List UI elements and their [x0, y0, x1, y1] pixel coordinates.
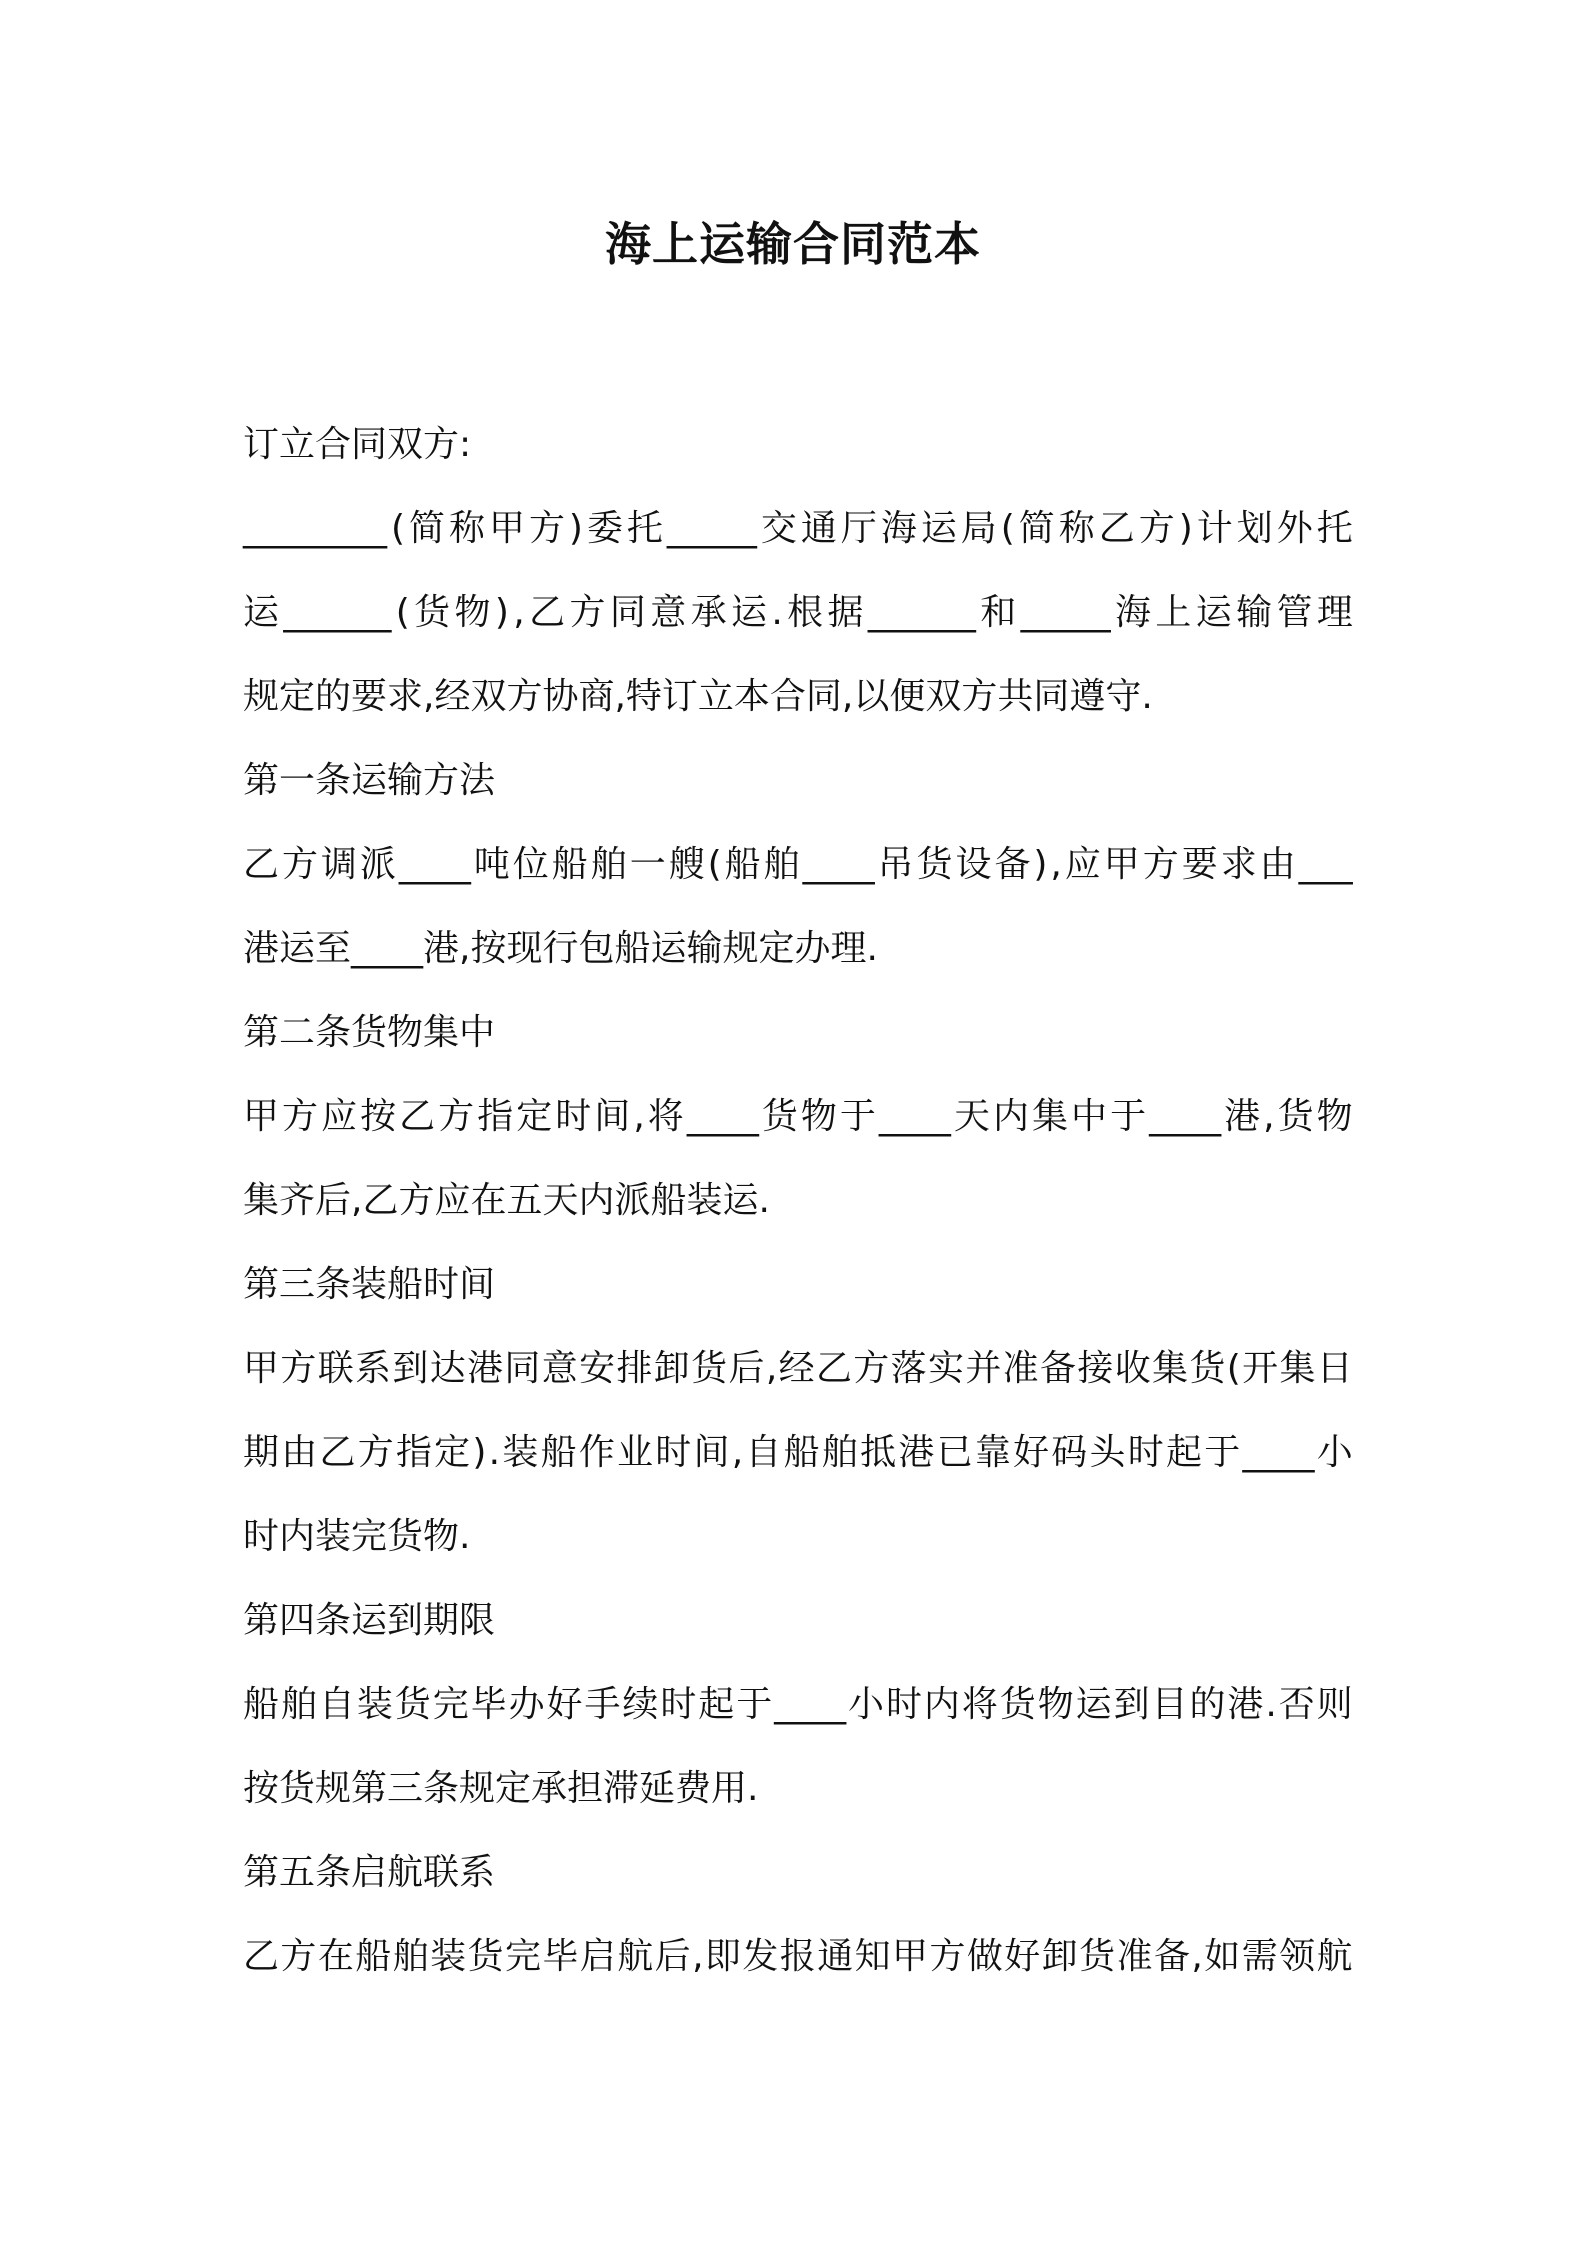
parties-heading: 订立合同双方: [243, 424, 472, 465]
body-line: 乙 方 在 船 舶 装 货 完 毕 启 航 后 , 即 发 报 通 知 甲 方 做 好 卸 货 准 备 , 如 需 领 航 [243, 1936, 1353, 1977]
body-line: 船 舶 自 装 货 完 毕 办 好 手 续 时 起 于 ____ 小 时 内 将 货 物 运 到 目 的 港 . 否 则 [243, 1684, 1353, 1725]
body-line: 按货规第三条规定承担滞延费用. [243, 1768, 759, 1809]
body-line: 时内装完货物. [243, 1516, 471, 1557]
article-heading-2: 第二条货物集中 [243, 1012, 496, 1053]
body-line: 港运至____港,按现行包船运输规定办理. [243, 928, 878, 969]
document-title: 海上运输合同范本 [605, 217, 981, 271]
article-heading-1: 第一条运输方法 [243, 760, 496, 801]
document-body [243, 403, 1353, 1999]
body-line: 集齐后,乙方应在五天内派船装运. [243, 1180, 770, 1221]
article-heading-4: 第四条运到期限 [243, 1600, 496, 1641]
body-line: 运 ______ ( 货 物 ) , 乙 方 同 意 承 运 . 根 据 ______ 和 _____ 海 上 运 输 管 理 [243, 592, 1353, 633]
body-line: ________ ( 简 称 甲 方 ) 委 托 _____ 交 通 厅 海 运 局 ( 简 称 乙 方 ) 计 划 外 托 [243, 508, 1353, 549]
body-line: 期 由 乙 方 指 定 ) . 装 船 作 业 时 间 , 自 船 舶 抵 港 已 靠 好 码 头 时 起 于 ____ 小 [243, 1432, 1353, 1473]
article-heading-5: 第五条启航联系 [243, 1852, 496, 1893]
body-line: 乙 方 调 派 ____ 吨 位 船 舶 一 艘 ( 船 舶 ____ 吊 货 设 备 ) , 应 甲 方 要 求 由 ___ [243, 844, 1353, 885]
body-line: 规定的要求,经双方协商,特订立本合同,以便双方共同遵守. [243, 676, 1153, 717]
body-line: 甲 方 应 按 乙 方 指 定 时 间 , 将 ____ 货 物 于 ____ 天 内 集 中 于 ____ 港 , 货 物 [243, 1096, 1353, 1137]
body-line: 甲 方 联 系 到 达 港 同 意 安 排 卸 货 后 , 经 乙 方 落 实 并 准 备 接 收 集 货 ( 开 集 日 [243, 1348, 1353, 1389]
article-heading-3: 第三条装船时间 [243, 1264, 496, 1305]
